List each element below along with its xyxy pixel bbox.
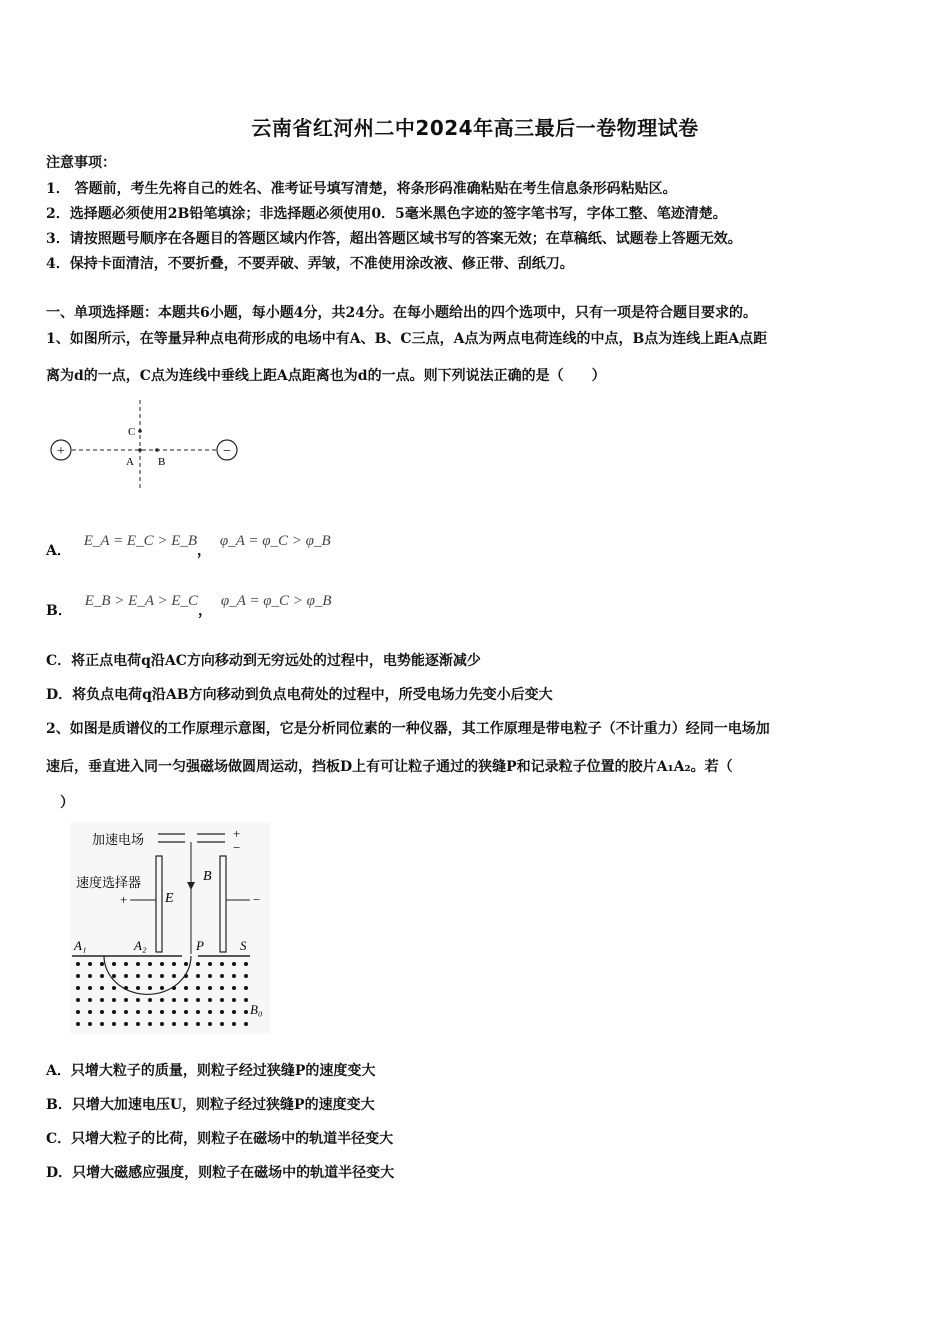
field-dot [208,1022,212,1026]
field-dot [220,974,224,978]
field-dot [184,962,188,966]
field-dot [208,1010,212,1014]
field-dot [148,986,152,990]
q2-stem-line2: 速后，垂直进入同一匀强磁场做圆周运动，挡板D上有可让粒子通过的狭缝P和记录粒子位置的胶片A₁A₂。若（ [46,759,733,775]
field-dot [196,1022,200,1026]
field-dot [160,1010,164,1014]
field-dot [100,998,104,1002]
selector-plus: + [120,892,128,907]
option-b-formula: E_B > E_A > E_C [84,593,199,609]
field-dot [232,986,236,990]
field-dot [220,1022,224,1026]
field-dot [148,974,152,978]
field-dot [100,1022,104,1026]
field-dot [232,998,236,1002]
option-b-label: B． [46,603,72,619]
field-dot [172,1022,176,1026]
field-dot [172,962,176,966]
field-dot [88,998,92,1002]
field-dot [148,1010,152,1014]
field-dot [112,962,116,966]
point-b [155,448,159,452]
field-dot [136,1010,140,1014]
field-dot [76,974,80,978]
field-dot [160,998,164,1002]
q2-stem-line1: 2、如图是质谱仪的工作原理示意图，它是分析同位素的一种仪器，其工作原理是带电粒子（不计重力）经同一电场加 [46,721,770,737]
field-dot [100,974,104,978]
field-dot [112,986,116,990]
option-a-formula: E_A = E_C > E_B [83,533,198,549]
field-dot [160,962,164,966]
q2-stem-line3: ） [46,795,74,811]
field-dot [76,1022,80,1026]
field-dot [220,1010,224,1014]
field-dot [136,986,140,990]
field-dot [88,962,92,966]
field-dot [160,986,164,990]
notice-item-4: 4．保持卡面清洁，不要折叠，不要弄破、弄皱，不准使用涂改液、修正带、刮纸刀。 [46,256,574,272]
field-dot [136,1022,140,1026]
field-dot [76,998,80,1002]
option-b-formula2: φ_A = φ_C > φ_B [220,593,332,609]
notice-item-1: 1． 答题前，考生先将自己的姓名、准考证号填写清楚，将条形码准确粘贴在考生信息条形码粘贴区。 [46,181,677,197]
page-title: 云南省红河州二中2024年高三最后一卷物理试卷 [251,116,699,140]
field-dot [124,986,128,990]
field-dot [172,1010,176,1014]
e-label: E [165,891,174,906]
point-a [138,448,142,452]
field-dot [232,1022,236,1026]
field-dot [148,998,152,1002]
field-dot [88,1022,92,1026]
field-dot [100,962,104,966]
field-dot [244,1022,248,1026]
field-dot [196,986,200,990]
field-dot [112,998,116,1002]
q2-option-a: A．只增大粒子的质量，则粒子经过狭缝P的速度变大 [46,1063,376,1079]
field-dot [136,974,140,978]
section-heading: 一、单项选择题：本题共6小题，每小题4分，共24分。在每小题给出的四个选项中，只有一项是符合题目要求的。 [46,305,757,321]
field-dot [220,998,224,1002]
field-dot [244,962,248,966]
field-dot [184,986,188,990]
field-dot [244,1010,248,1014]
field-dot [244,974,248,978]
field-dot [196,1010,200,1014]
q1-option-d: D．将负点电荷q沿AB方向移动到负点电荷处的过程中，所受电场力先变小后变大 [46,687,553,703]
field-dot [148,962,152,966]
field-dot [184,998,188,1002]
field-dot [184,1022,188,1026]
accel-label: 加速电场 [92,832,145,847]
option-a-label: A． [46,543,71,559]
selector-label: 速度选择器 [76,875,142,890]
q2-option-d: D．只增大磁感应强度，则粒子在磁场中的轨道半径变大 [46,1165,395,1181]
field-dot [100,986,104,990]
plus-sign: + [57,444,65,459]
field-dot [88,974,92,978]
field-dot [124,998,128,1002]
b-label: B [203,869,212,884]
field-dot [88,1010,92,1014]
field-dot [220,962,224,966]
option-b-sep: ， [198,603,213,619]
accel-plus: + [233,826,241,841]
field-dot [220,986,224,990]
field-dot [148,1022,152,1026]
field-dot [76,962,80,966]
field-dot [184,1010,188,1014]
b0-label: B₀ [250,1002,263,1017]
field-dot [76,986,80,990]
option-a-formula2: φ_A = φ_C > φ_B [219,533,331,549]
field-dot [232,962,236,966]
selector-minus: − [253,892,261,907]
field-dot [196,974,200,978]
label-a: A [126,456,134,468]
field-dot [88,986,92,990]
accel-minus: − [233,840,241,855]
field-dot [232,974,236,978]
a1-label: A₁ [74,938,87,953]
field-dot [244,998,248,1002]
field-dot [172,986,176,990]
q1-stem-line1: 1、如图所示，在等量异种点电荷形成的电场中有A、B、C三点，A点为两点电荷连线的中点，B点为连线上距A点距 [46,331,768,347]
field-dot [160,974,164,978]
field-dot [124,974,128,978]
q2-mass-spectrometer-figure [70,822,270,1034]
q2-option-c: C．只增大粒子的比荷，则粒子在磁场中的轨道半径变大 [46,1131,394,1147]
q1-stem-line2: 离为d的一点，C点为连线中垂线上距A点距离也为d的一点。则下列说法正确的是（ ） [46,368,606,384]
field-dot [112,1010,116,1014]
q2-option-b: B．只增大加速电压U，则粒子经过狭缝P的速度变大 [46,1097,375,1113]
field-dot [172,974,176,978]
field-dot [160,1022,164,1026]
point-c [138,429,142,433]
field-dot [124,962,128,966]
field-dot [100,1010,104,1014]
field-dot [208,998,212,1002]
label-b: B [158,456,166,468]
q1-option-b [46,593,332,620]
field-dot [136,962,140,966]
field-dot [184,974,188,978]
notice-item-3: 3．请按照题号顺序在各题目的答题区域内作答，超出答题区域书写的答案无效；在草稿纸、试题卷上答题无效。 [46,231,742,247]
s-label: S [240,938,247,953]
option-a-sep: ， [197,543,212,559]
field-dot [232,1010,236,1014]
notice-heading: 注意事项： [46,155,116,171]
field-dot [76,1010,80,1014]
minus-sign: − [223,444,231,459]
q1-field-figure [44,398,244,493]
p-label: P [196,938,204,953]
field-dot [244,986,248,990]
field-dot [172,998,176,1002]
field-dot [136,998,140,1002]
q1-option-a [46,533,331,560]
field-dot [196,998,200,1002]
field-dot [124,1022,128,1026]
field-dot [196,962,200,966]
field-dot [208,962,212,966]
field-dot [208,986,212,990]
q1-option-c: C．将正点电荷q沿AC方向移动到无穷远处的过程中，电势能逐渐减少 [46,653,481,669]
label-c: C [128,426,136,438]
field-dot [112,974,116,978]
field-dot [124,1010,128,1014]
field-dot [208,974,212,978]
a2-label: A₂ [134,938,147,953]
notice-item-2: 2．选择题必须使用2B铅笔填涂；非选择题必须使用0．5毫米黑色字迹的签字笔书写，字体工整、笔迹清楚。 [46,206,727,222]
field-dot [112,1022,116,1026]
